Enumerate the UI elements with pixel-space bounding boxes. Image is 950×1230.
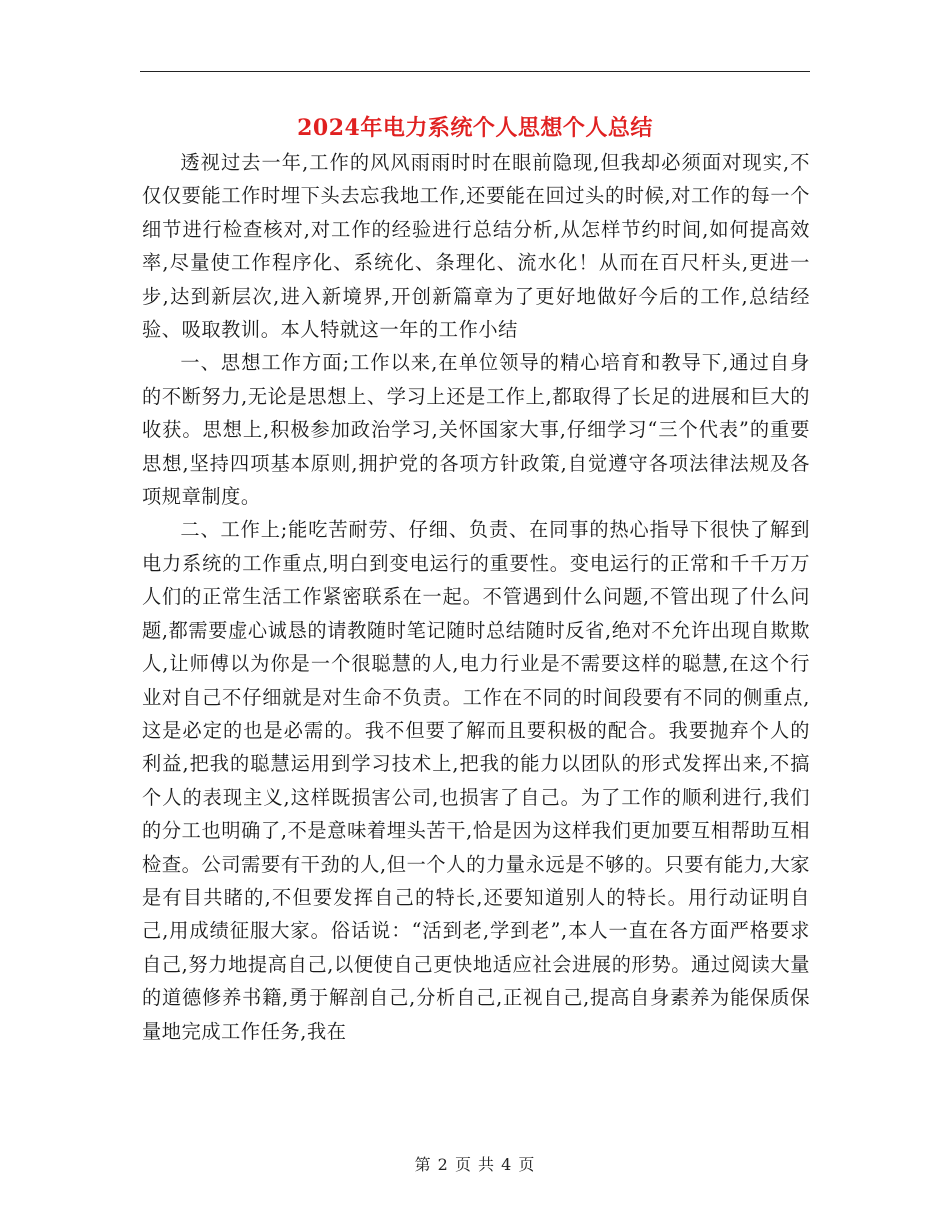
header-rule (140, 71, 810, 72)
document-body (142, 146, 810, 1048)
paragraph-intro: 透视过去一年,工作的风风雨雨时时在眼前隐现,但我却必须面对现实,不仅仅要能工作时埋下头去忘我地工作,还要能在回过头的时候,对工作的每一个细节进行检查核对,对工作的经验进行总结分析,从怎样节约时间,如何提高效率,尽量使工作程序化、系统化、条理化、流水化！从而在百尺杆头,更进一步,达到新层次,进入新境界,开创新篇章为了更好地做好今后的工作,总结经验、吸取教训。本人特就这一年的工作小结 (142, 151, 810, 342)
document-title: 2024年电力系统个人思想个人总结 (297, 115, 653, 141)
paragraph-thought: 一、思想工作方面;工作以来,在单位领导的精心培育和教导下,通过自身的不断努力,无论是思想上、学习上还是工作上,都取得了长足的进展和巨大的收获。思想上,积极参加政治学习,关怀国家大事,仔细学习“三个代表”的重要思想,坚持四项基本原则,拥护党的各项方针政策,自觉遵守各项法律法规及各项规章制度。 (142, 351, 810, 509)
page-number-footer: 第 2 页 共 4 页 (414, 1155, 536, 1174)
paragraph-work: 二、工作上;能吃苦耐劳、仔细、负责、在同事的热心指导下很快了解到电力系统的工作重点,明白到变电运行的重要性。变电运行的正常和千千万万人们的正常生活工作紧密联系在一起。不管遇到什么问题,不管出现了什么问题,都需要虚心诚恳的请教随时笔记随时总结随时反省,绝对不允许出现自欺欺人,让师傅以为你是一个很聪慧的人,电力行业是不需要这样的聪慧,在这个行业对自己不仔细就是对生命不负责。工作在不同的时间段要有不同的侧重点,这是必定的也是必需的。我不但要了解而且要积极的配合。我要抛弃个人的利益,把我的聪慧运用到学习技术上,把我的能力以团队的形式发挥出来,不搞个人的表现主义,这样既损害公司,也损害了自己。为了工作的顺利进行,我们的分工也明确了,不是意味着埋头苦干,恰是因为这样我们更加要互相帮助互相检查。公司需要有干劲的人,但一个人的力量永远是不够的。只要有能力,大家是有目共睹的,不但要发挥自己的特长,还要知道别人的特长。用行动证明自己,用成绩征服大家。俗话说：“活到老,学到老”,本人一直在各方面严格要求自己,努力地提高自己,以便使自己更快地适应社会进展的形势。通过阅读大量的道德修养书籍,勇于解剖自己,分析自己,正视自己,提高自身素养为能保质保量地完成工作任务,我在 (142, 518, 810, 1043)
